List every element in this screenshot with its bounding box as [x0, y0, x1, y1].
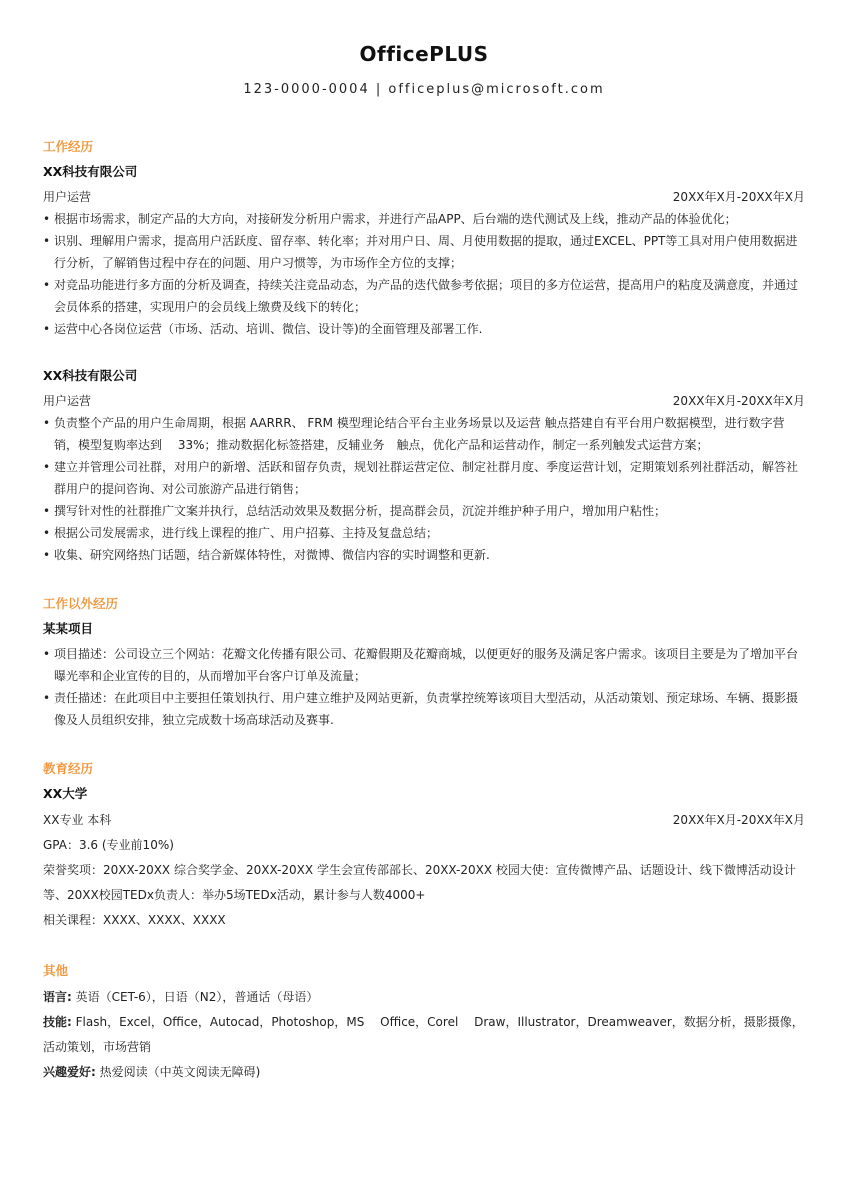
- bullet-item: • 根据市场需求，制定产品的大方向，对接研发分析用户需求，并进行产品APP、后台端的迭代测试及上线，推动产品的体验优化；: [43, 208, 805, 230]
- hobby-label: 兴趣爱好:: [43, 1065, 96, 1079]
- bullet-item: • 运营中心各岗位运营（市场、活动、培训、微信、设计等)的全面管理及部署工作.: [43, 318, 805, 340]
- section-title-education: 教育经历: [43, 761, 94, 776]
- bullet-item: • 项目描述：公司设立三个网站：花瓣文化传播有限公司、花瓣假期及花瓣商城，以便更好的服务及满足客户需求。该项目主要是为了增加平台曝光率和企业宣传的目的，从而增加平台客户订单及流量；: [43, 643, 805, 687]
- gpa: GPA：3.6 (专业前10%): [43, 838, 174, 852]
- bullet-item: • 对竞品功能进行多方面的分析及调查，持续关注竞品动态，为产品的迭代做参考依据；项目的多方位运营，提高用户的粘度及满意度，并通过会员体系的搭建，实现用户的会员线上缴费及线下的转化；: [43, 274, 805, 318]
- role-line: [43, 186, 805, 208]
- school-name: XX大学: [43, 786, 88, 801]
- bullet-item: • 责任描述：在此项目中主要担任策划执行、用户建立维护及网站更新，负责掌控统筹该项目大型活动，从活动策划、预定球场、车辆、摄影摄像及人员组织安排，独立完成数十场高球活动及赛事.: [43, 687, 805, 731]
- project-bullets: [43, 643, 805, 731]
- contact-info: 123-0000-0004 | officeplus@microsoft.com: [243, 82, 605, 97]
- major: XX专业 本科: [43, 813, 112, 827]
- skills-label: 技能:: [43, 1015, 72, 1029]
- bullet-item: • 识别、理解用户需求，提高用户活跃度、留存率、转化率；并对用户日、周、月使用数据的提取，通过EXCEL、PPT等工具对用户使用数据进行分析，了解销售过程中存在的问题、用户习惯等，为市场作全方位的支撑；: [43, 230, 805, 274]
- company-name: XX科技有限公司: [43, 164, 138, 179]
- resume-name: OfficePLUS: [359, 42, 489, 66]
- job-period: 20XX年X月-20XX年X月: [672, 190, 805, 204]
- major-line: [43, 808, 805, 833]
- hobby-line: [43, 1060, 805, 1085]
- education-period: 20XX年X月-20XX年X月: [672, 813, 805, 827]
- bullet-item: • 建立并管理公司社群，对用户的新增、活跃和留存负责，规划社群运营定位、制定社群月度、季度运营计划，定期策划系列社群活动，解答社群用户的提问咨询、对公司旅游产品进行销售；: [43, 456, 805, 500]
- section-title-work: 工作经历: [43, 139, 94, 154]
- language-value: 英语（CET-6），日语（N2），普通话（母语）: [71, 990, 319, 1004]
- skills-value: Flash，Excel，Office，Autocad，Photoshop，MS Office，Corel Draw，Illustrator，Dreamweaver，数据分析，摄影摄像，活动策划，市场营销: [43, 1015, 804, 1054]
- spacer: [43, 731, 805, 758]
- spacer: [43, 340, 805, 365]
- bullet-item: • 根据公司发展需求，进行线上课程的推广、用户招募、主持及复盘总结；: [43, 522, 805, 544]
- bullet-item: • 撰写针对性的社群推广文案并执行，总结活动效果及数据分析，提高群会员，沉淀并维护种子用户，增加用户粘性；: [43, 500, 805, 522]
- job-bullets: [43, 208, 805, 340]
- role-line: [43, 390, 805, 412]
- job-entry-2: [43, 365, 805, 566]
- honors: 荣誉奖项：20XX-20XX 综合奖学金、20XX-20XX 学生会宣传部部长、20XX-20XX 校园大使：宣传微博产品、话题设计、线下微博活动设计等、20XX校园TEDx负责人：举办5场TEDx活动，累计参与人数4000+: [43, 863, 796, 902]
- section-title-other: 其他: [43, 963, 69, 978]
- section-title-extra: 工作以外经历: [43, 596, 119, 611]
- skills-line: [43, 1010, 805, 1060]
- spacer: [43, 933, 805, 960]
- job-bullets: [43, 412, 805, 566]
- courses: 相关课程：XXXX、XXXX、XXXX: [43, 913, 226, 927]
- language-line: [43, 985, 805, 1010]
- resume-content: [43, 136, 805, 1085]
- project-name: 某某项目: [43, 621, 94, 636]
- bullet-item: • 负责整个产品的用户生命周期，根据 AARRR、 FRM 模型理论结合平台主业务场景以及运营 触点搭建自有平台用户数据模型，进行数字营销，模型复购率达到 33%；推动数据化标签搭建，反辅业务 触点，优化产品和运营动作，制定一系列触发式运营方案；: [43, 412, 805, 456]
- job-period: 20XX年X月-20XX年X月: [672, 394, 805, 408]
- job-role: 用户运营: [43, 190, 92, 204]
- job-entry-1: [43, 161, 805, 340]
- bullet-item: • 收集、研究网络热门话题，结合新媒体特性，对微博、微信内容的实时调整和更新.: [43, 544, 805, 566]
- company-name: XX科技有限公司: [43, 368, 138, 383]
- language-label: 语言:: [43, 990, 72, 1004]
- hobby-value: 热爱阅读（中英文阅读无障碍): [95, 1065, 261, 1079]
- spacer: [43, 566, 805, 593]
- job-role: 用户运营: [43, 394, 92, 408]
